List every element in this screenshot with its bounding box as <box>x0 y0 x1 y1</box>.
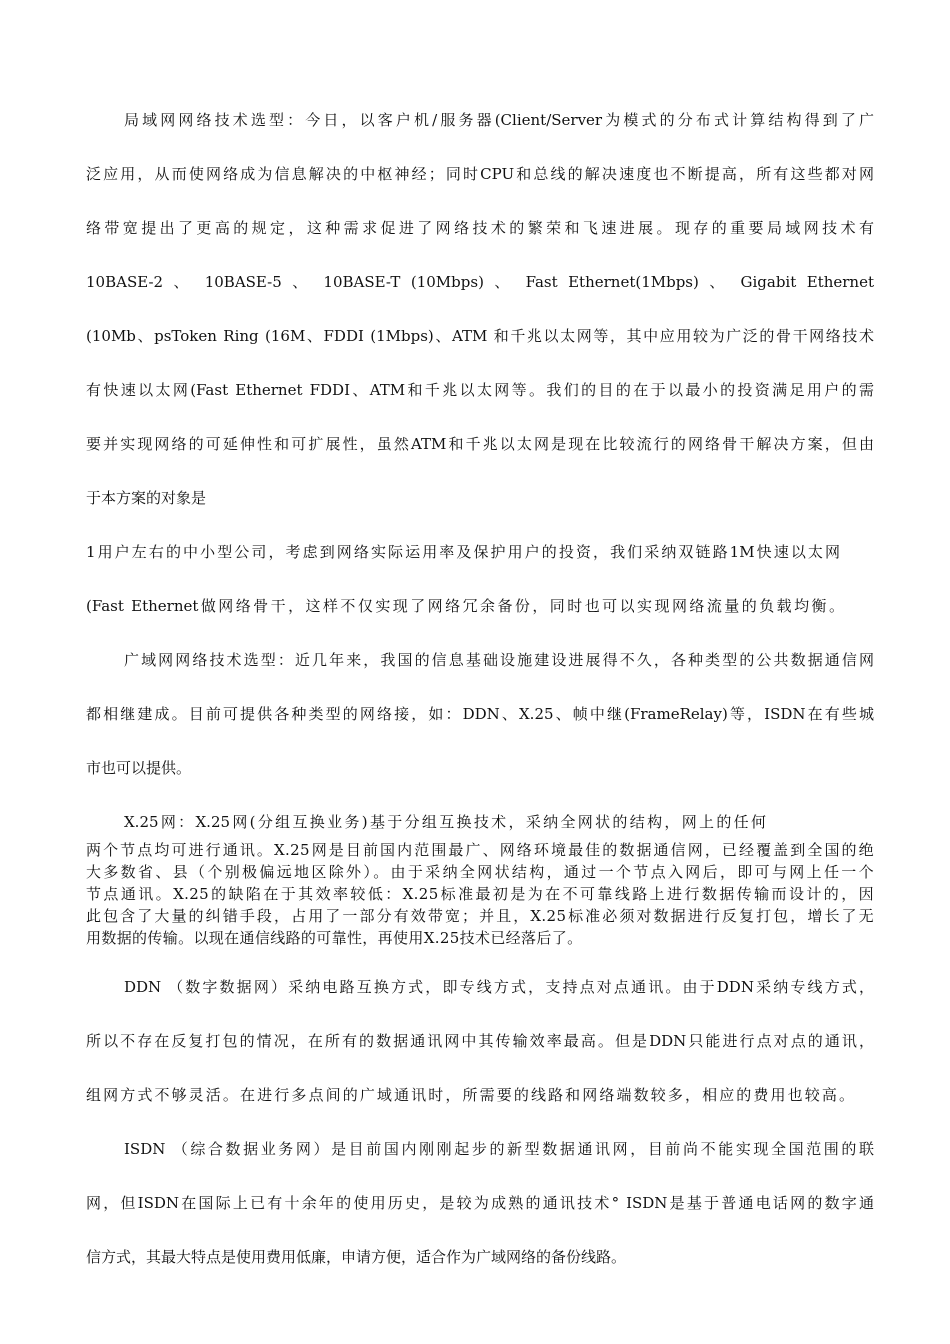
paragraph-line: 要并实现网络的可延伸性和可扩展性，虽然ATM和千兆以太网是现在比较流行的网络骨干解决方案，但由 <box>86 435 874 453</box>
paragraph-line: 用数据的传输。以现在通信线路的可靠性，再使用X.25技术已经落后了。 <box>86 929 583 947</box>
paragraph-line: 组网方式不够灵活。在进行多点间的广域通讯时，所需要的线路和网络端数较多，相应的费用也较高。 <box>86 1086 854 1104</box>
paragraph-line: 络带宽提出了更高的规定，这种需求促进了网络技术的繁荣和飞速进展。现存的重要局域网技术有 <box>86 219 874 237</box>
paragraph-line: 大多数省、县（个别极偏远地区除外）。由于采纳全网状结构，通过一个节点入网后，即可与网上任一个 <box>86 863 874 881</box>
paragraph-line: 都相继建成。目前可提供各种类型的网络接，如：DDN、X.25、帧中继(FrameRelay)等，ISDN在有些城 <box>86 705 874 723</box>
paragraph-line: 市也可以提供。 <box>86 759 192 777</box>
paragraph-line: 有快速以太网(Fast Ethernet FDDI、ATM和千兆以太网等。我们的目的在于以最小的投资满足用户的需 <box>86 381 874 399</box>
paragraph-line: (Fast Ethernet做网络骨干，这样不仅实现了网络冗余备份，同时也可以实现网络流量的负载均衡。 <box>86 597 844 615</box>
paragraph-line: 局域网网络技术选型：今日，以客户机/服务器(Client/Server为模式的分布式计算结构得到了广 <box>124 111 874 129</box>
paragraph-line: 泛应用，从而使网络成为信息解决的中枢神经；同时CPU和总线的解决速度也不断提高，所有这些都对网 <box>86 165 874 183</box>
paragraph-line: 节点通讯。X.25的缺陷在于其效率较低：X.25标准最初是为在不可靠线路上进行数据传输而设计的，因 <box>86 885 874 903</box>
paragraph-line: 10BASE-2 、 10BASE-5 、 10BASE-T (10Mbps) 、 Fast Ethernet(1Mbps) 、 Gigabit Ethernet <box>86 273 874 291</box>
paragraph-line: 广域网网络技术选型：近几年来，我国的信息基础设施建设进展得不久，各种类型的公共数据通信网 <box>124 651 874 669</box>
paragraph-line: DDN （数字数据网）采纳电路互换方式，即专线方式，支持点对点通讯。由于DDN采纳专线方式， <box>124 978 874 996</box>
paragraph-line: 网，但ISDN在国际上已有十余年的使用历史，是较为成熟的通讯技术° ISDN是基于普通电话网的数字通 <box>86 1194 874 1212</box>
paragraph-line: 信方式，其最大特点是使用费用低廉，申请方便，适合作为广域网络的备份线路。 <box>86 1248 627 1266</box>
paragraph-line: 1用户左右的中小型公司，考虑到网络实际运用率及保护用户的投资，我们采纳双链路1M快速以太网 <box>86 543 840 561</box>
paragraph-line: 两个节点均可进行通讯。X.25网是目前国内范围最广、网络环境最佳的数据通信网，已经覆盖到全国的绝 <box>86 841 874 859</box>
paragraph-line: (10Mb、psToken Ring (16M、FDDI (1Mbps)、ATM 和千兆以太网等，其中应用较为广泛的骨干网络技术 <box>86 327 874 345</box>
paragraph-line: X.25网：X.25网(分组互换业务)基于分组互换技术，采纳全网状的结构，网上的任何 <box>124 813 766 831</box>
paragraph-line: 此包含了大量的纠错手段，占用了一部分有效带宽；并且，X.25标准必须对数据进行反复打包，增长了无 <box>86 907 874 925</box>
paragraph-line: ISDN （综合数据业务网）是目前国内刚刚起步的新型数据通讯网，目前尚不能实现全国范围的联 <box>124 1140 874 1158</box>
paragraph-line: 于本方案的对象是 <box>86 489 207 507</box>
paragraph-line: 所以不存在反复打包的情况，在所有的数据通讯网中其传输效率最高。但是DDN只能进行点对点的通讯， <box>86 1032 874 1050</box>
